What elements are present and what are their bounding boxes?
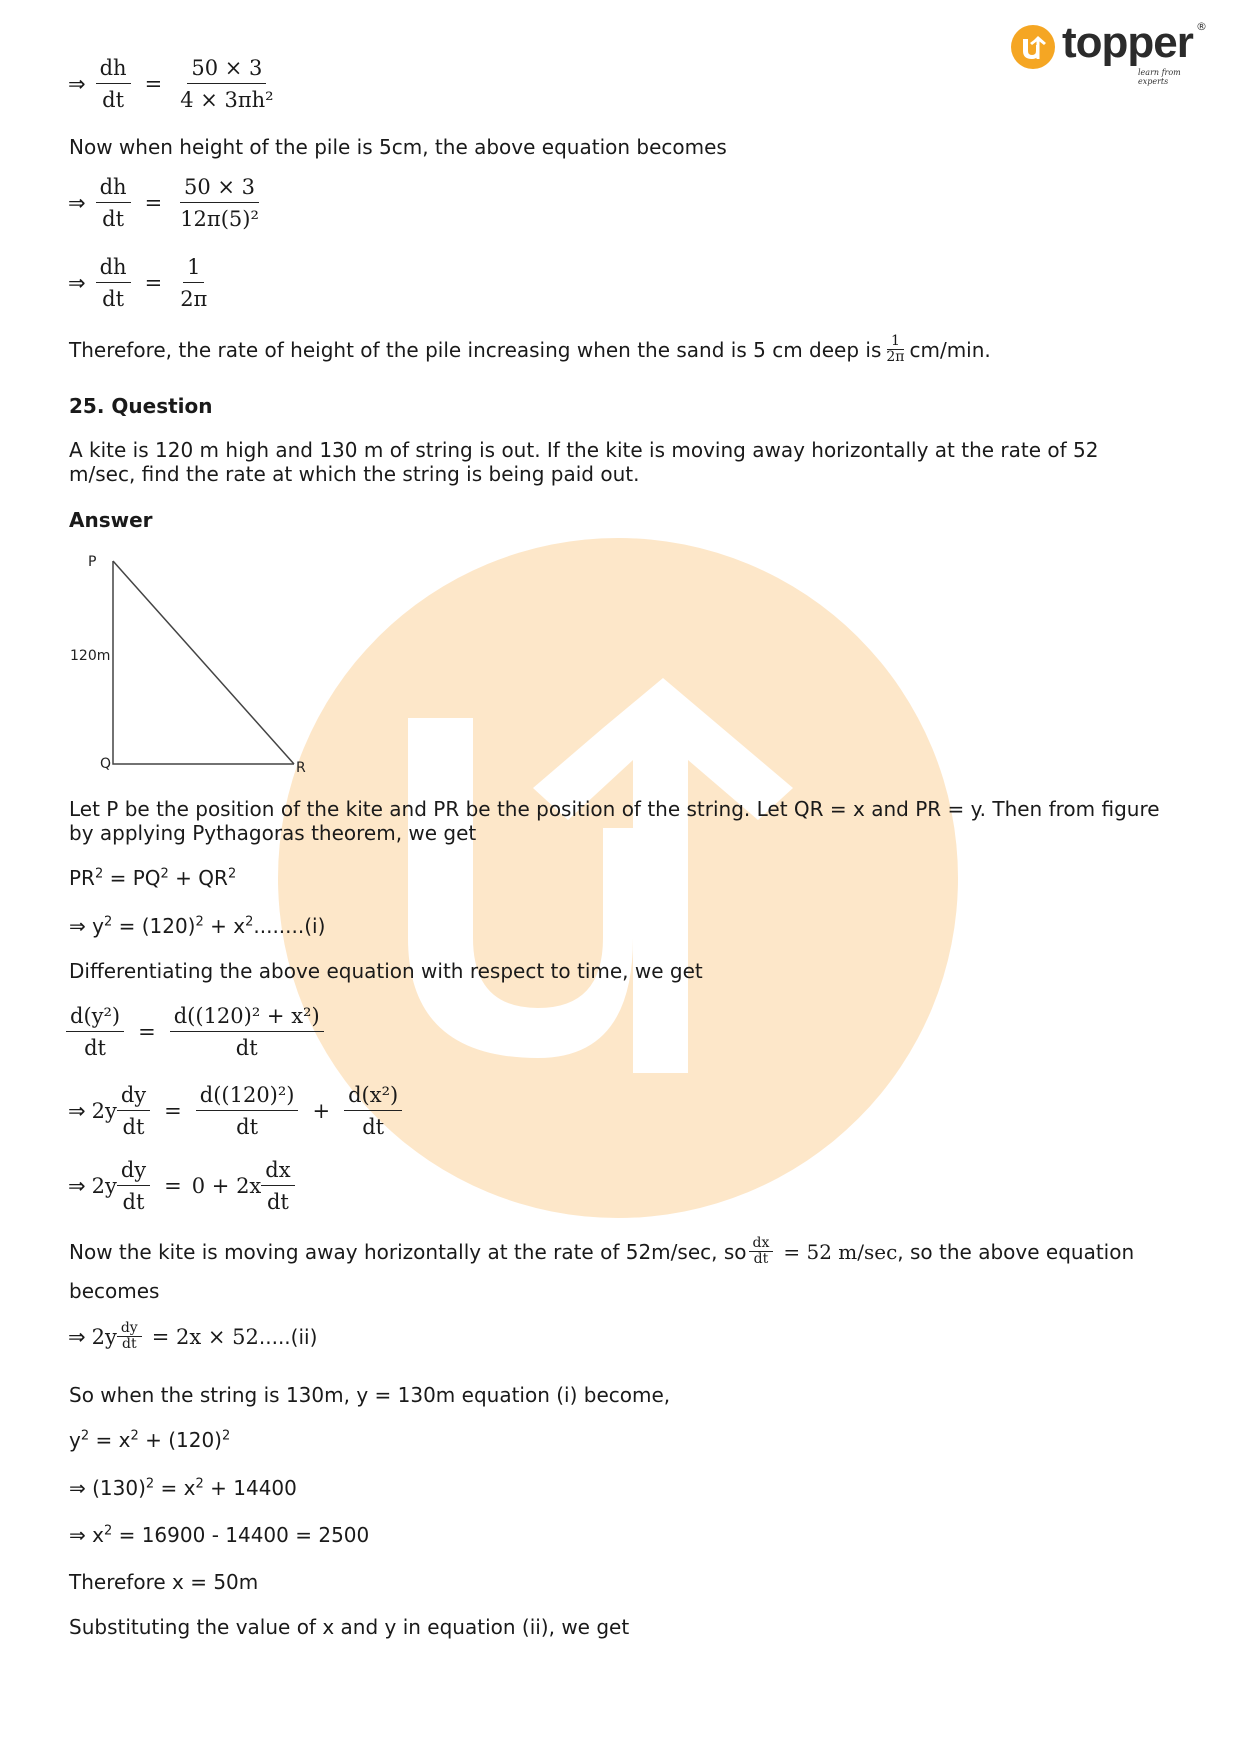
answer-heading: Answer xyxy=(69,508,153,532)
question-heading: 25. Question xyxy=(69,394,213,418)
equation-derivative-1: $\frac{\text{d(y²)}}{dt}$ = $\frac{\text{d((120)² + x²)}}{dt}$ xyxy=(66,1003,328,1061)
topper-logo-icon xyxy=(1010,24,1056,70)
equation-dh-dt-result: ⇒ $\frac{dh}{dt}$ = $\frac{1}{2\pi}$ xyxy=(68,255,208,311)
triangle-figure xyxy=(60,548,320,778)
equation-i: ⇒ $y^2 = (120)^2 + x^2........(i)$ xyxy=(69,914,326,938)
label-height: 120m xyxy=(70,648,111,664)
equation-dh-dt-general: ⇒ $\frac{dh}{dt}$ = $\frac{50 \times 3}{\text{4 × 3πh²}}$ xyxy=(68,56,274,112)
paragraph-x-50m: Therefore x = 50m xyxy=(69,1570,259,1594)
paragraph-differentiating: Differentiating the above equation with respect to time, we get xyxy=(69,959,703,983)
equation-x-squared: ⇒ $x^2 = 16900 - 14400 = 2500$ xyxy=(69,1523,370,1547)
equation-derivative-2: ⇒ 2y $\frac{dy}{dt}$ = $\frac{\text{d((120)²)}}{dt}$ + $\frac{\text{d(x²)}}{dt}$ xyxy=(68,1082,406,1140)
topper-tagline: learn from experts xyxy=(1138,68,1181,86)
equation-dh-dt-substituted: ⇒ $\frac{dh}{dt}$ = $\frac{50 \times 3}{\text{12π(5)²}}$ xyxy=(68,175,259,231)
triangle-hypotenuse-string xyxy=(113,561,294,764)
paragraph-becomes: becomes xyxy=(69,1279,160,1303)
equation-ii: ⇒ 2y $\frac{dy}{dt}$ = 2x × 52 .....(ii) xyxy=(68,1320,318,1352)
paragraph-substituting: Substituting the value of x and y in equation (ii), we get xyxy=(69,1615,630,1639)
paragraph-height-5cm: Now when height of the pile is 5cm, the above equation becomes xyxy=(69,135,727,159)
question-text: A kite is 120 m high and 130 m of string is out. If the kite is moving away horizontally at the rate of 52 m/sec, find the rate at which the string is being paid out. xyxy=(69,438,1099,486)
paragraph-kite-moving: Now the kite is moving away horizontally at the rate of 52m/sec, so $\frac{dx}{dt}$ = 52 m/sec , so the above equation xyxy=(69,1235,1135,1267)
equation-pythagoras: $PR^2 = PQ^2 + QR^2$ xyxy=(69,866,237,890)
paragraph-let-p: Let P be the position of the kite and PR be the position of the string. Let QR = x and PR = y. Then from figure by applying Pythagoras theorem, we get xyxy=(69,797,1160,845)
equation-y-squared: $y^2 = x^2 + (120)^2$ xyxy=(69,1428,231,1452)
label-r: R xyxy=(296,760,306,776)
paragraph-rate-conclusion: Therefore, the rate of height of the pile increasing when the sand is 5 cm deep is $\frac{1}{2\pi}$ cm/min. xyxy=(69,333,991,365)
topper-logo[interactable] xyxy=(1010,18,1210,86)
label-p: P xyxy=(88,554,97,570)
registered-mark: ® xyxy=(1196,20,1207,33)
topper-logo-text: topper xyxy=(1062,18,1193,67)
label-q: Q xyxy=(100,756,112,772)
equation-130-squared: ⇒ $(130)^2 = x^2 + 14400$ xyxy=(69,1476,297,1500)
paragraph-string-130m: So when the string is 130m, y = 130m equation (i) become, xyxy=(69,1383,671,1407)
equation-derivative-3: ⇒ 2y $\frac{dy}{dt}$ = 0 + 2x $\frac{dx}{dt}$ xyxy=(68,1157,299,1215)
